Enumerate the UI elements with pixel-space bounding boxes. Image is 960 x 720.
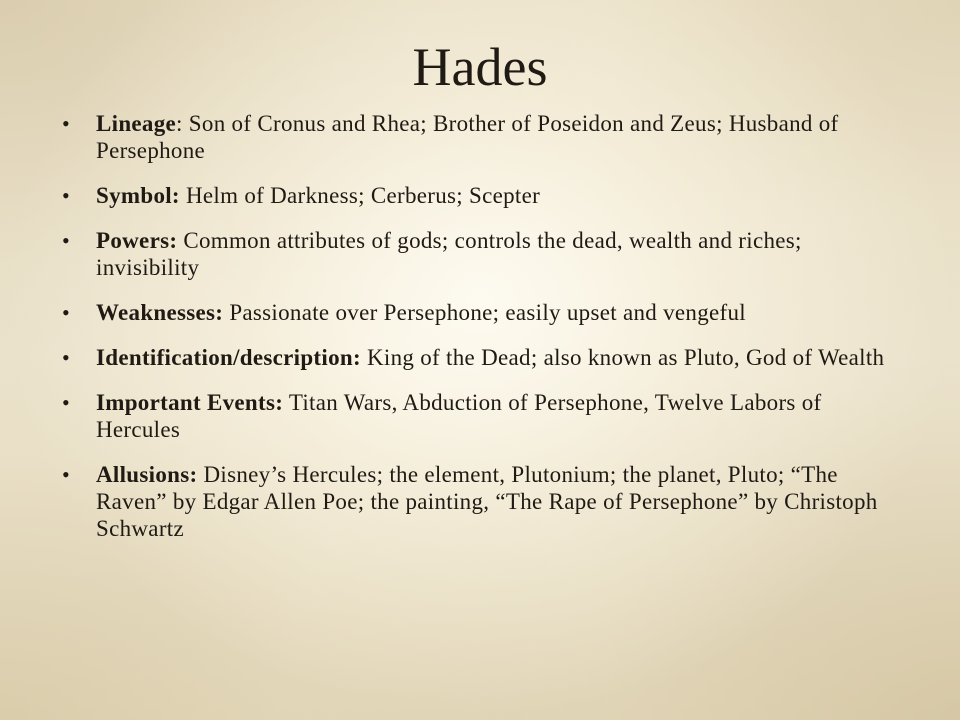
bullet-list: [0, 110, 960, 560]
bullet-icon: •: [62, 300, 71, 325]
slide-title: Hades: [412, 37, 548, 97]
bullet-identification: [0, 344, 960, 371]
bullet-important-events: [0, 389, 960, 443]
bullet-symbol: [0, 182, 960, 209]
bullet-powers: [0, 227, 960, 281]
bullet-allusions: [0, 461, 960, 542]
bullet-term: Identification/description:: [96, 345, 361, 370]
bullet-icon: •: [62, 183, 71, 208]
bullet-term: Symbol:: [96, 183, 180, 208]
bullet-icon: •: [62, 345, 71, 370]
bullet-icon: •: [62, 390, 71, 415]
bullet-text: Common attributes of gods; controls the dead, wealth and riches; invisibility: [96, 228, 802, 280]
bullet-text: Passionate over Persephone; easily upset and vengeful: [229, 300, 746, 325]
bullet-term: Important Events:: [96, 390, 284, 415]
bullet-icon: •: [62, 462, 71, 487]
bullet-term: Weaknesses:: [96, 300, 224, 325]
bullet-icon: •: [62, 228, 71, 253]
bullet-weaknesses: [0, 299, 960, 326]
bullet-lineage: [0, 110, 960, 164]
bullet-text: Titan Wars, Abduction of Persephone, Twelve Labors of Hercules: [96, 390, 822, 442]
bullet-text: King of the Dead; also known as Pluto, God of Wealth: [367, 345, 885, 370]
bullet-separator: :: [176, 111, 189, 136]
bullet-text: Son of Cronus and Rhea; Brother of Poseidon and Zeus; Husband of Persephone: [96, 111, 839, 163]
bullet-text: Disney’s Hercules; the element, Plutonium; the planet, Pluto; “The Raven” by Edgar Allen Poe; the painting, “The Rape of Persephone” by Christoph Schwartz: [96, 462, 878, 541]
bullet-term: Lineage: [96, 111, 177, 136]
bullet-text: Helm of Darkness; Cerberus; Scepter: [185, 183, 541, 208]
bullet-term: Powers:: [96, 228, 178, 253]
bullet-term: Allusions:: [96, 462, 198, 487]
bullet-icon: •: [62, 111, 71, 136]
